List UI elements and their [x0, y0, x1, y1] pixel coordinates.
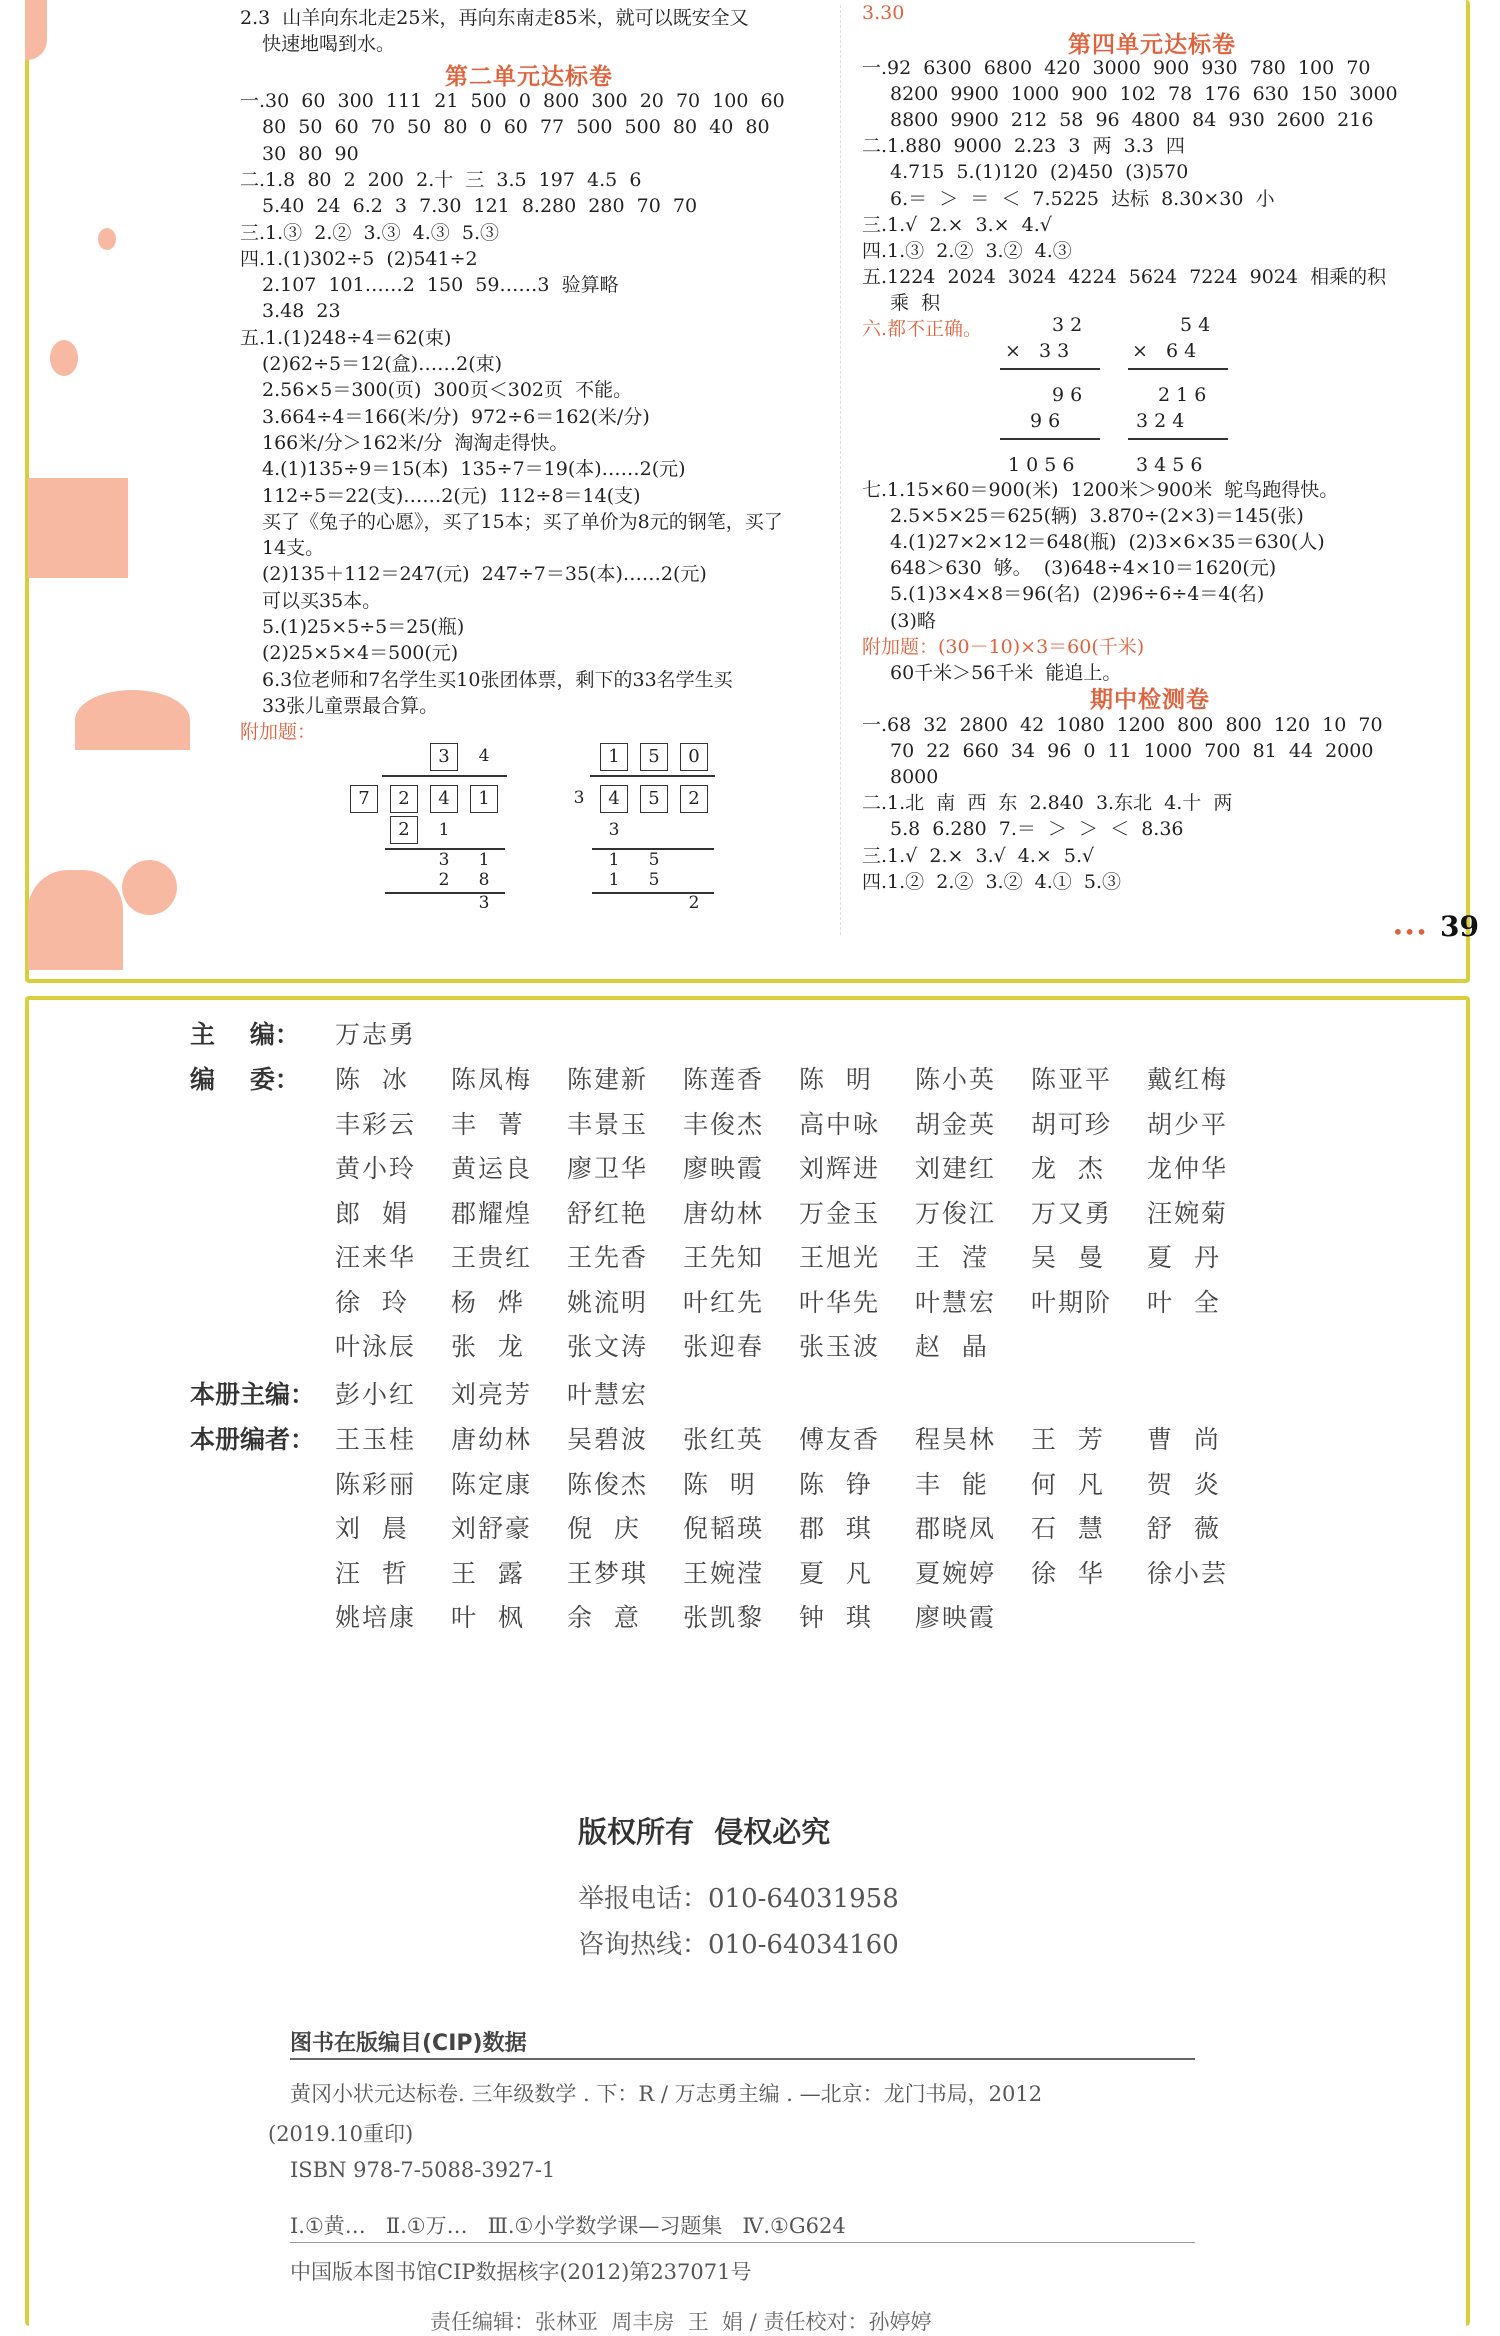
person-name: 叶 全 — [1147, 1287, 1221, 1317]
person-name: 丰 能 — [915, 1469, 989, 1499]
person-name: 刘亮芳 — [451, 1380, 533, 1409]
person-name: 王婉滢 — [683, 1558, 765, 1588]
person-name: 何 凡 — [1031, 1469, 1105, 1499]
person-name: 郎 娟 — [335, 1198, 409, 1228]
copyright-title: 版权所有 侵权必究 — [578, 1815, 831, 1849]
decorative-tree — [122, 860, 177, 915]
person-name: 陈亚平 — [1031, 1065, 1113, 1094]
person-name: 郡 琪 — [799, 1514, 873, 1543]
answer-line: (2)25×5×4＝500(元) — [262, 642, 459, 665]
division-bar — [382, 775, 507, 777]
person-name: 舒 薇 — [1147, 1514, 1221, 1543]
decorative-balloon — [50, 340, 78, 376]
step-digit: 1 — [608, 870, 620, 890]
answer-line: 6.＝ ＞ ＝ ＜ 7.5225 达标 8.30×30 小 — [890, 187, 1275, 210]
person-name: 张文涛 — [567, 1332, 649, 1361]
person-name: 陈 明 — [683, 1469, 757, 1499]
answer-line: 二.1.8 80 2 200 2.十 三 3.5 197 4.5 6 — [240, 168, 642, 191]
mult-1-line: 9 6 — [1030, 410, 1061, 432]
person-name: 刘辉进 — [799, 1154, 881, 1183]
person-name: 廖映霞 — [683, 1154, 765, 1183]
person-name: 曹 尚 — [1147, 1425, 1221, 1454]
answer-line: 五.1224 2024 3024 4224 5624 7224 9024 相乘的积 — [862, 265, 1387, 288]
person-name: 唐幼林 — [451, 1425, 533, 1454]
person-name: 叶期阶 — [1031, 1287, 1113, 1317]
decorative-balloon — [98, 228, 116, 250]
person-name: 王先知 — [683, 1243, 765, 1272]
answer-line: 3.30 — [862, 2, 905, 24]
cip-line: (2019.10重印) — [268, 2122, 414, 2146]
answer-line: 80 50 60 70 50 80 0 60 77 500 500 80 40 80 — [262, 116, 770, 139]
decorative-tent — [75, 690, 190, 750]
person-name: 陈彩丽 — [335, 1469, 417, 1499]
person-name: 陈 明 — [799, 1065, 873, 1094]
quotient-digit: 4 — [478, 746, 490, 766]
person-name: 姚流明 — [567, 1287, 649, 1317]
remainder-digit: 3 — [478, 893, 490, 913]
mult-rule — [1128, 368, 1228, 370]
step-digit: 2 — [438, 870, 450, 890]
person-name: 丰彩云 — [335, 1109, 417, 1139]
person-name: 王贵红 — [451, 1243, 533, 1272]
dividend-digit-box: 4 — [430, 785, 458, 813]
page-dots: ••• — [1392, 920, 1428, 944]
person-name: 王玉桂 — [335, 1425, 417, 1454]
person-name: 姚培康 — [335, 1603, 417, 1632]
person-name: 万俊江 — [915, 1198, 997, 1228]
person-name: 汪来华 — [335, 1243, 417, 1272]
step-digit: 5 — [648, 870, 660, 890]
answer-line: 14支。 — [262, 537, 325, 560]
cip-editors-cut: 责任编辑：张林亚 周丰房 王 娟 / 责任校对：孙婷婷 — [430, 2310, 932, 2334]
answer-line: 四.1.② 2.② 3.② 4.① 5.③ — [862, 870, 1121, 893]
divisor-digit: 3 — [573, 788, 585, 808]
person-name: 郡耀煌 — [451, 1198, 533, 1228]
answer-line: 60千米＞56千米 能追上。 — [890, 661, 1122, 684]
quotient-digit-box: 1 — [600, 743, 628, 771]
quotient-digit-box: 5 — [640, 743, 668, 771]
mult-1-line: 9 6 — [1052, 384, 1083, 406]
answer-line: 三.1.③ 2.② 3.③ 4.③ 5.③ — [240, 221, 499, 244]
person-name: 叶慧宏 — [567, 1380, 649, 1409]
answer-line: 5.8 6.280 7.＝ ＞ ＞ ＜ 8.36 — [890, 818, 1184, 841]
person-name: 杨 烨 — [451, 1287, 525, 1317]
answer-line: (3)略 — [890, 609, 936, 632]
chief-editor-name: 万志勇 — [335, 1020, 417, 1049]
unit4-title: 第四单元达标卷 — [1068, 32, 1236, 58]
mult-2-line: 2 1 6 — [1158, 384, 1207, 406]
cip-title: 图书在版编目(CIP)数据 — [290, 2031, 527, 2056]
step-digit: 5 — [648, 850, 660, 870]
person-name: 王旭光 — [799, 1243, 881, 1272]
person-name: 胡少平 — [1147, 1109, 1229, 1139]
person-name: 陈 冰 — [335, 1065, 409, 1094]
midterm-title: 期中检测卷 — [1090, 687, 1210, 713]
mult-1-line: 1 0 5 6 — [1008, 454, 1075, 476]
answer-line: 6.3位老师和7名学生买10张团体票，剩下的33名学生买 — [262, 668, 733, 691]
step-digit-box: 2 — [390, 816, 418, 844]
person-name: 陈小英 — [915, 1065, 997, 1094]
person-name: 贺 炎 — [1147, 1469, 1221, 1499]
person-name: 叶慧宏 — [915, 1287, 997, 1317]
step-digit: 3 — [608, 820, 620, 840]
person-name: 徐 华 — [1031, 1558, 1105, 1588]
dividend-digit-box: 4 — [600, 785, 628, 813]
person-name: 叶华先 — [799, 1287, 881, 1317]
person-name: 傅友香 — [799, 1425, 881, 1454]
person-name: 高中咏 — [799, 1109, 881, 1139]
answer-line: 2.56×5＝300(页) 300页＜302页 不能。 — [262, 379, 633, 402]
mult-2-line: 3 2 4 — [1136, 410, 1185, 432]
person-name: 万金玉 — [799, 1198, 881, 1228]
person-name: 郡晓凤 — [915, 1514, 997, 1543]
mult-1-line: × 3 3 — [1005, 340, 1070, 362]
answer-line: 快速地喝到水。 — [262, 33, 396, 55]
page-number: 39 — [1440, 910, 1479, 943]
answer-line: 4.715 5.(1)120 (2)450 (3)570 — [890, 161, 1189, 184]
person-name: 廖卫华 — [567, 1154, 649, 1183]
dividend-digit-box: 5 — [640, 785, 668, 813]
mult-rule — [1128, 438, 1228, 440]
decorative-carousel — [28, 870, 123, 970]
dividend-digit-box: 1 — [470, 785, 498, 813]
person-name: 徐 玲 — [335, 1287, 409, 1317]
person-name: 倪韬瑛 — [683, 1514, 765, 1543]
answer-line: 附加题： — [240, 721, 317, 744]
hotline-phone: 咨询热线：010-64034160 — [578, 1930, 899, 1960]
answer-line: 七.1.15×60＝900(米) 1200米＞900米 鸵鸟跑得快。 — [862, 479, 1339, 501]
answer-line: 3.664÷4＝166(米/分) 972÷6＝162(米/分) — [262, 405, 650, 428]
answer-line: 五.1.(1)248÷4＝62(束) — [240, 326, 452, 349]
report-phone: 举报电话：010-64031958 — [578, 1884, 899, 1914]
person-name: 王先香 — [567, 1243, 649, 1272]
person-name: 王 露 — [451, 1558, 525, 1588]
person-name: 吴碧波 — [567, 1425, 649, 1454]
person-name: 唐幼林 — [683, 1198, 765, 1228]
column-divider — [840, 5, 841, 935]
person-name: 陈凤梅 — [451, 1065, 533, 1094]
answer-line: 5.(1)3×4×8＝96(名) (2)96÷6÷4＝4(名) — [890, 583, 1265, 606]
cip-rule — [290, 2058, 1195, 2060]
person-name: 陈建新 — [567, 1065, 649, 1094]
answer-line: 买了《兔子的心愿》，买了15本；买了单价为8元的钢笔，买了 — [262, 510, 783, 533]
decorative-balloon — [25, 0, 47, 60]
person-name: 龙 杰 — [1031, 1154, 1105, 1183]
person-name: 叶泳辰 — [335, 1332, 417, 1361]
division-bar — [590, 775, 715, 777]
person-name: 彭小红 — [335, 1380, 417, 1409]
answer-line: 2.107 101……2 150 59……3 验算略 — [262, 274, 619, 297]
person-name: 陈定康 — [451, 1469, 533, 1499]
person-name: 王 滢 — [915, 1243, 989, 1272]
answer-line: 一.68 32 2800 42 1080 1200 800 800 120 10 70 — [862, 714, 1383, 736]
person-name: 廖映霞 — [915, 1603, 997, 1632]
person-name: 丰俊杰 — [683, 1109, 765, 1139]
person-name: 夏 丹 — [1147, 1243, 1221, 1272]
answer-line: 一.30 60 300 111 21 500 0 800 300 20 70 100 60 — [240, 90, 785, 112]
person-name: 戴红梅 — [1147, 1065, 1229, 1094]
answer-line: 4.(1)27×2×12＝648(瓶) (2)3×6×35＝630(人) — [890, 531, 1325, 554]
unit2-title: 第二单元达标卷 — [445, 64, 613, 90]
answer-line: (2)135＋112＝247(元) 247÷7＝35(本)……2(元) — [262, 563, 707, 586]
cip-record: 中国版本图书馆CIP数据核字(2012)第237071号 — [290, 2260, 752, 2284]
person-name: 夏 凡 — [799, 1558, 873, 1588]
answer-line: 648＞630 够。 (3)648÷4×10＝1620(元) — [890, 557, 1277, 580]
quotient-digit-box: 3 — [430, 743, 458, 771]
person-name: 叶 枫 — [451, 1603, 525, 1632]
dividend-digit-box: 2 — [390, 785, 418, 813]
mult-rule — [1000, 368, 1100, 370]
person-name: 张玉波 — [799, 1332, 881, 1361]
person-name: 倪 庆 — [567, 1514, 641, 1543]
mult-rule — [1000, 438, 1100, 440]
step-digit: 3 — [438, 850, 450, 870]
person-name: 舒红艳 — [567, 1198, 649, 1228]
answer-line: 8800 9900 212 58 96 4800 84 930 2600 216 — [890, 109, 1374, 132]
answer-line: (2)62÷5＝12(盒)……2(束) — [262, 353, 503, 375]
step-digit: 1 — [608, 850, 620, 870]
person-name: 龙仲华 — [1147, 1154, 1229, 1183]
volume-chief-label: 本册主编： — [190, 1380, 316, 1409]
person-name: 汪婉菊 — [1147, 1198, 1229, 1228]
answer-line: 112÷5＝22(支)……2(元) 112÷8＝14(支) — [262, 484, 641, 507]
mult-2-line: 5 4 — [1180, 314, 1211, 336]
person-name: 王梦琪 — [567, 1558, 649, 1588]
person-name: 黄运良 — [451, 1154, 533, 1183]
mult-2-line: 3 4 5 6 — [1136, 454, 1203, 476]
person-name: 陈莲香 — [683, 1065, 765, 1094]
answer-line: 8200 9900 1000 900 102 78 176 630 150 3000 — [890, 83, 1398, 106]
mult-1-line: 3 2 — [1052, 314, 1083, 336]
person-name: 丰景玉 — [567, 1109, 649, 1139]
person-name: 叶红先 — [683, 1287, 765, 1317]
person-name: 石 慧 — [1031, 1514, 1105, 1543]
answer-line: 四.1.③ 2.② 3.② 4.③ — [862, 239, 1072, 262]
person-name: 张凯黎 — [683, 1603, 765, 1632]
person-name: 张迎春 — [683, 1332, 765, 1361]
answer-line: 三.1.√ 2.× 3.√ 4.× 5.√ — [862, 844, 1095, 867]
person-name: 陈俊杰 — [567, 1469, 649, 1499]
answer-line: 8000 — [890, 766, 939, 789]
cip-line: 黄冈小状元达标卷. 三年级数学 . 下：R / 万志勇主编 . —北京：龙门书局，2012 — [290, 2082, 1043, 2106]
cip-isbn: ISBN 978-7-5088-3927-1 — [290, 2158, 556, 2182]
answer-line: 3.48 23 — [262, 300, 341, 323]
dividend-digit-box: 2 — [680, 785, 708, 813]
person-name: 钟 琪 — [799, 1603, 873, 1632]
step-digit: 1 — [438, 820, 450, 840]
answer-line: 4.(1)135÷9＝15(本) 135÷7＝19(本)……2(元) — [262, 458, 686, 481]
answer-line: 乘 积 — [890, 291, 941, 314]
step-digit: 1 — [478, 850, 490, 870]
volume-editors-label: 本册编者： — [190, 1425, 316, 1454]
answer-line: 30 80 90 — [262, 142, 359, 165]
cip-rule — [290, 2242, 1195, 2243]
committee-label: 编 委： — [190, 1065, 300, 1094]
decorative-castle — [28, 478, 128, 578]
answer-line: 70 22 660 34 96 0 11 1000 700 81 44 2000 — [890, 740, 1374, 763]
person-name: 陈 铮 — [799, 1469, 873, 1499]
answer-line: 六.都不正确。 — [862, 318, 983, 340]
person-name: 夏婉婷 — [915, 1558, 997, 1588]
answer-line: 附加题：(30－10)×3＝60(千米) — [862, 635, 1145, 658]
person-name: 胡金英 — [915, 1109, 997, 1139]
divisor-box: 7 — [350, 785, 378, 813]
person-name: 王 芳 — [1031, 1425, 1105, 1454]
person-name: 胡可珍 — [1031, 1109, 1113, 1139]
person-name: 刘 晨 — [335, 1514, 409, 1543]
cip-classification: Ⅰ.①黄… Ⅱ.①万… Ⅲ.①小学数学课—习题集 Ⅳ.①G624 — [290, 2214, 846, 2238]
person-name: 万又勇 — [1031, 1198, 1113, 1228]
answer-line: 33张儿童票最合算。 — [262, 694, 439, 717]
quotient-digit-box: 0 — [680, 743, 708, 771]
person-name: 刘舒豪 — [451, 1514, 533, 1543]
answer-line: 可以买35本。 — [262, 589, 382, 612]
answer-line: 5.(1)25×5÷5＝25(瓶) — [262, 616, 465, 638]
answer-line: 二.1.北 南 西 东 2.840 3.东北 4.十 两 — [862, 792, 1233, 815]
answer-line: 一.92 6300 6800 420 3000 900 930 780 100 70 — [862, 57, 1371, 79]
remainder-digit: 2 — [688, 893, 700, 913]
answer-line: 5.40 24 6.2 3 7.30 121 8.280 280 70 70 — [262, 195, 698, 218]
person-name: 黄小玲 — [335, 1154, 417, 1183]
person-name: 张红英 — [683, 1425, 765, 1454]
person-name: 徐小芸 — [1147, 1558, 1229, 1588]
person-name: 张 龙 — [451, 1332, 525, 1361]
person-name: 余 意 — [567, 1603, 641, 1632]
person-name: 刘建红 — [915, 1154, 997, 1183]
person-name: 汪 哲 — [335, 1558, 409, 1588]
person-name: 程昊林 — [915, 1425, 997, 1454]
mult-2-line: × 6 4 — [1132, 340, 1197, 362]
answer-line: 三.1.√ 2.× 3.× 4.√ — [862, 213, 1052, 236]
answer-line: 二.1.880 9000 2.23 3 两 3.3 四 — [862, 135, 1185, 158]
answer-line: 2.3 山羊向东北走25米，再向东南走85米，就可以既安全又 — [240, 7, 749, 29]
person-name: 赵 晶 — [915, 1332, 989, 1361]
person-name: 丰 菁 — [451, 1109, 525, 1139]
chief-editor-label: 主 编： — [190, 1020, 300, 1049]
answer-line: 166米/分＞162米/分 淘淘走得快。 — [262, 431, 569, 454]
answer-line: 四.1.(1)302÷5 (2)541÷2 — [240, 247, 478, 270]
answer-line: 2.5×5×25＝625(辆) 3.870÷(2×3)＝145(张) — [890, 505, 1304, 528]
step-digit: 8 — [478, 870, 490, 890]
person-name: 吴 曼 — [1031, 1243, 1105, 1272]
